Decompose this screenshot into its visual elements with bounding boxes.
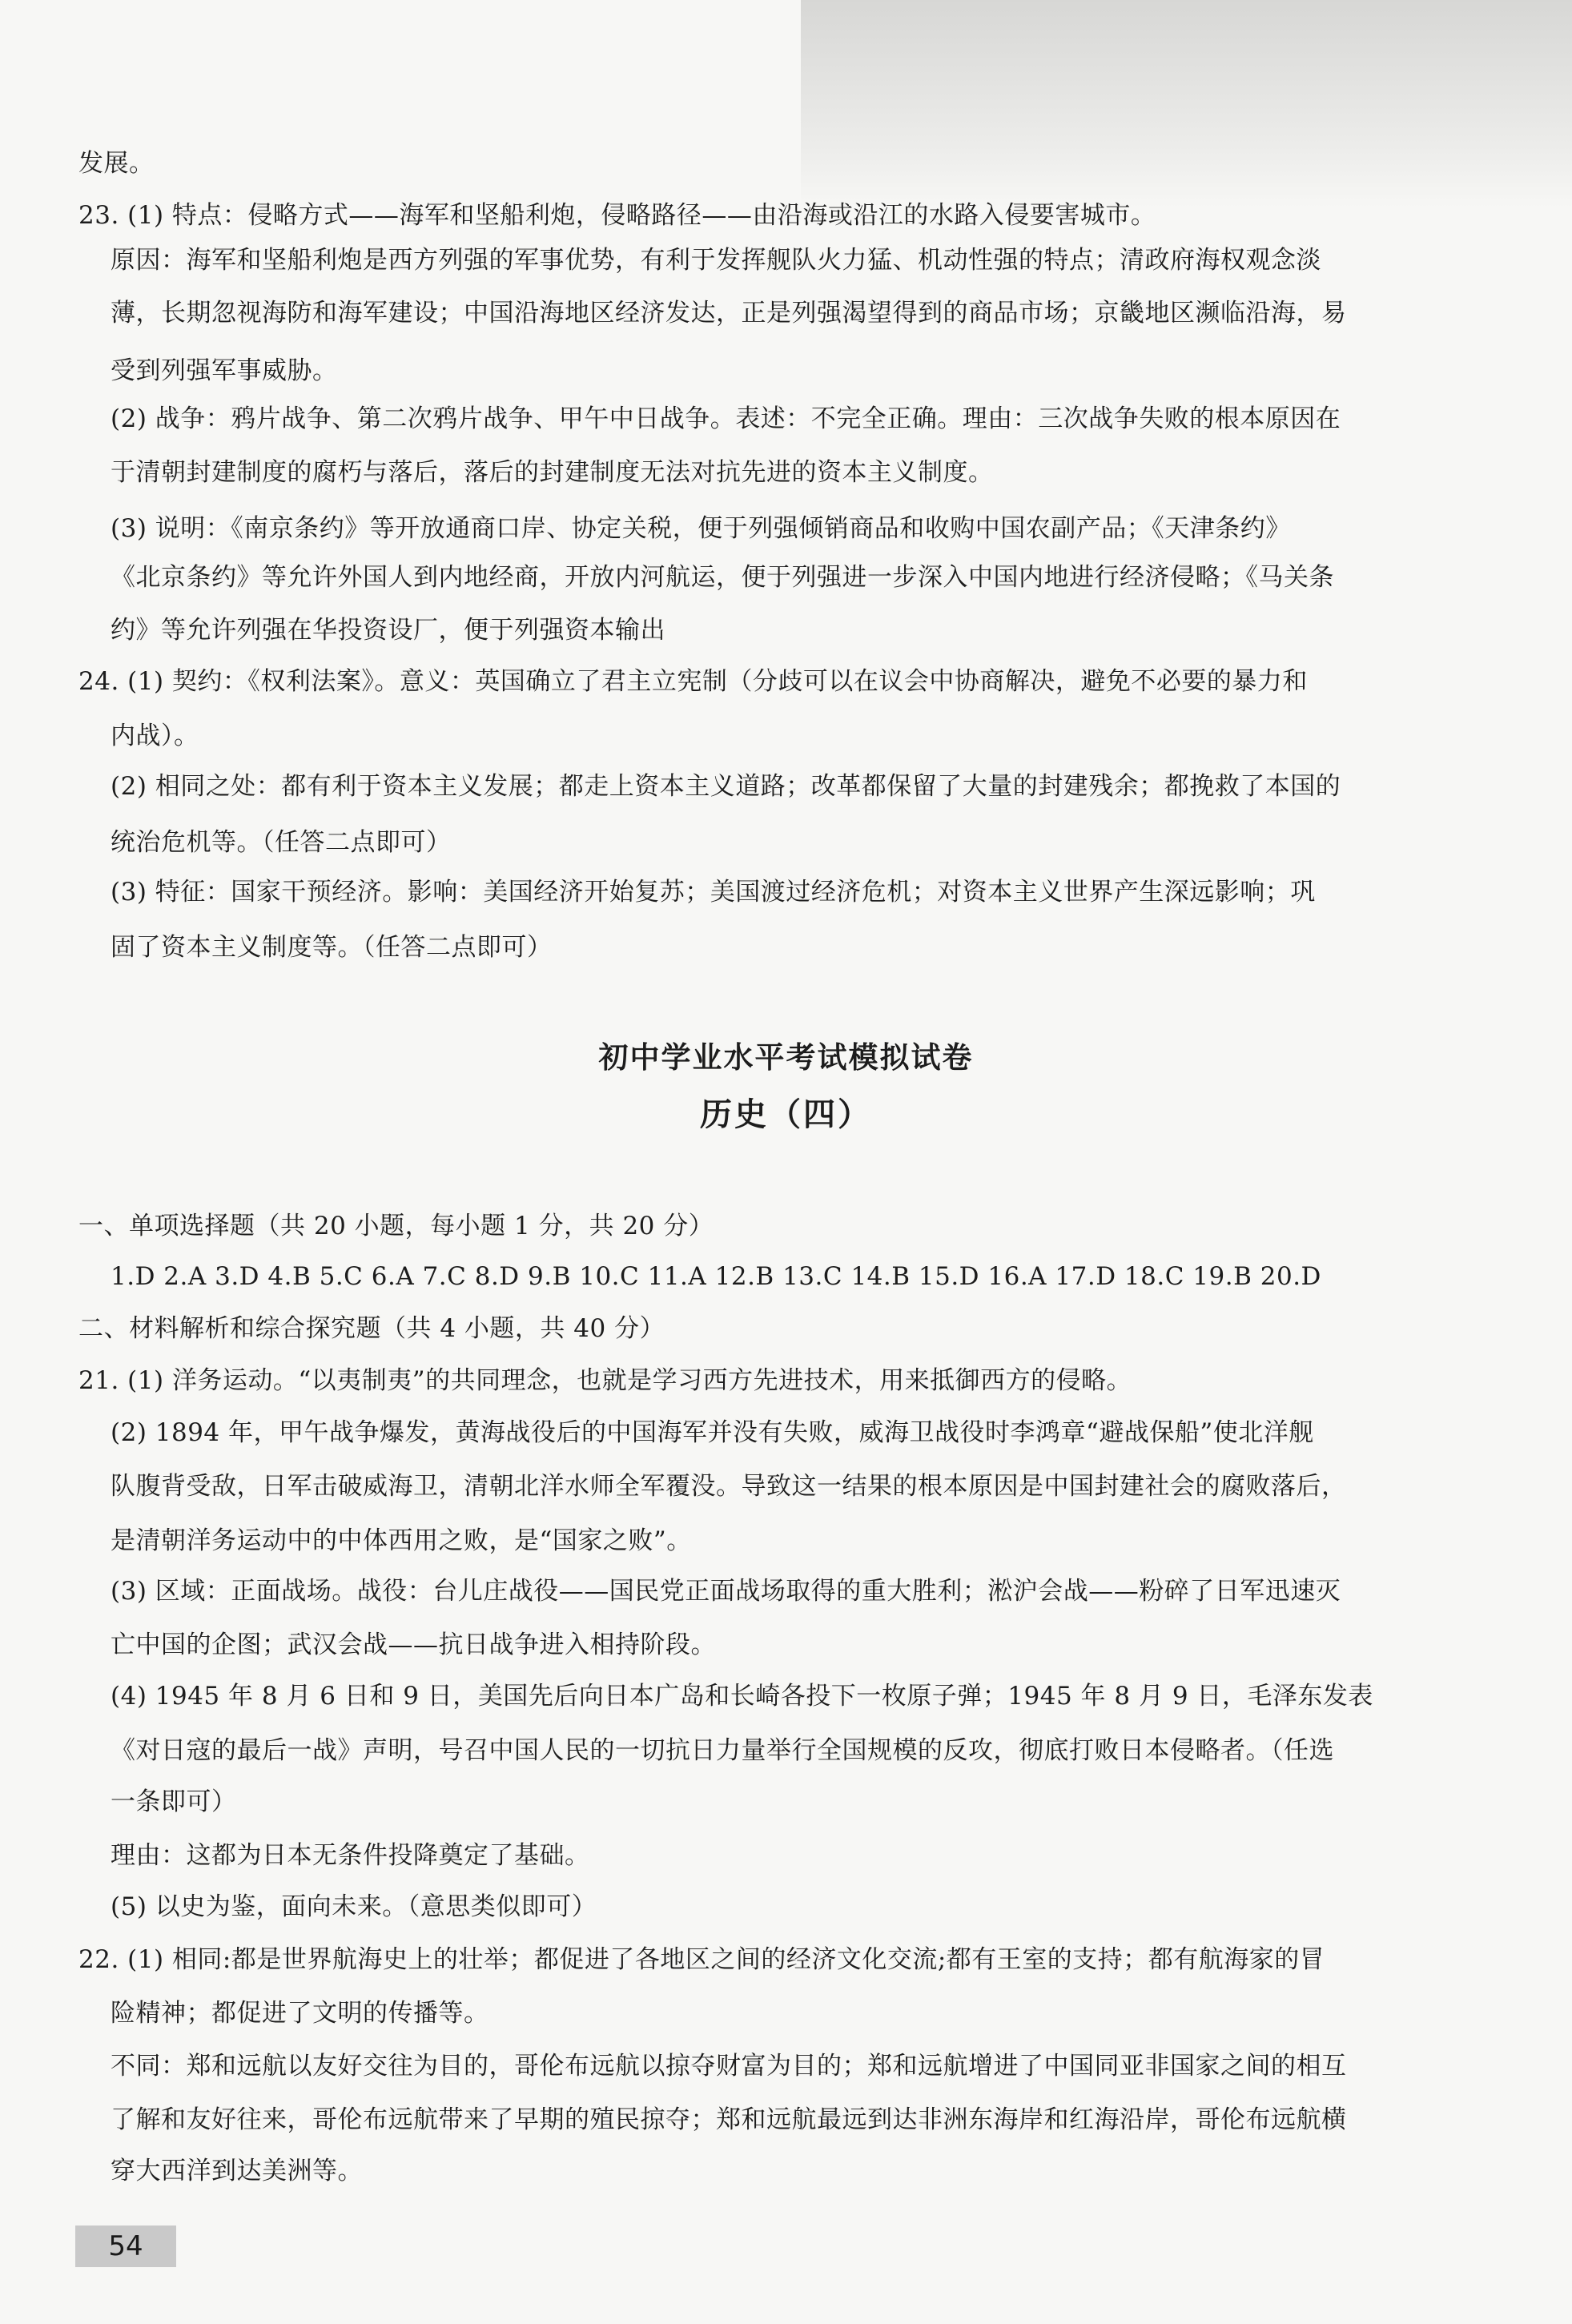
text-line: 二、材料解析和综合探究题（共 4 小题，共 40 分） bbox=[78, 1314, 665, 1343]
text-line: 原因：海军和坚船利炮是西方列强的军事优势，有利于发挥舰队火力猛、机动性强的特点；清政府海权观念淡 bbox=[111, 246, 1321, 275]
text-line: 约》等允许列强在华投资设厂，便于列强资本输出 bbox=[111, 616, 665, 645]
text-line: 险精神；都促进了文明的传播等。 bbox=[111, 1999, 489, 2028]
text-line: 23. (1) 特点：侵略方式——海军和坚船利炮，侵略路径——由沿海或沿江的水路入侵要害城市。 bbox=[78, 201, 1156, 230]
text-line: 一、单项选择题（共 20 小题，每小题 1 分，共 20 分） bbox=[78, 1212, 714, 1240]
answer-key-line: 1.D 2.A 3.D 4.B 5.C 6.A 7.C 8.D 9.B 10.C 11.A 12.B 13.C 14.B 15.D 16.A 17.D 18.C 19.B 20.D bbox=[111, 1262, 1321, 1291]
text-line: (2) 战争：鸦片战争、第二次鸦片战争、甲午中日战争。表述：不完全正确。理由：三次战争失败的根本原因在 bbox=[111, 404, 1341, 433]
text-line: (2) 相同之处：都有利于资本主义发展；都走上资本主义道路；改革都保留了大量的封建残余；都挽救了本国的 bbox=[111, 772, 1341, 801]
text-line: 理由：这都为日本无条件投降奠定了基础。 bbox=[111, 1841, 590, 1870]
text-line: (3) 特征：国家干预经济。影响：美国经济开始复苏；美国渡过经济危机；对资本主义世界产生深远影响；巩 bbox=[111, 878, 1316, 907]
text-line: 《对日寇的最后一战》声明，号召中国人民的一切抗日力量举行全国规模的反攻，彻底打败日本侵略者。（任选 bbox=[111, 1736, 1334, 1765]
text-line: 固了资本主义制度等。（任答二点即可） bbox=[111, 933, 553, 962]
text-line: 内战）。 bbox=[111, 722, 199, 750]
text-line: 穿大西洋到达美洲等。 bbox=[111, 2157, 363, 2185]
text-line: 一条即可） bbox=[111, 1787, 237, 1816]
text-line: 《北京条约》等允许外国人到内地经商，开放内河航运，便于列强进一步深入中国内地进行经济侵略；《马关条 bbox=[111, 563, 1334, 592]
text-line: (4) 1945 年 8 月 6 日和 9 日，美国先后向日本广岛和长崎各投下一枚原子弹；1945 年 8 月 9 日，毛泽东发表 bbox=[111, 1682, 1373, 1711]
scan-shadow bbox=[801, 0, 1572, 208]
text-line: 不同：郑和远航以友好交往为目的，哥伦布远航以掠夺财富为目的；郑和远航增进了中国同亚非国家之间的相互 bbox=[111, 2052, 1347, 2081]
text-line: 24. (1) 契约：《权利法案》。意义：英国确立了君主立宪制（分歧可以在议会中协商解决，避免不必要的暴力和 bbox=[78, 667, 1308, 696]
text-line: 亡中国的企图；武汉会战——抗日战争进入相持阶段。 bbox=[111, 1630, 716, 1659]
text-line: 薄，长期忽视海防和海军建设；中国沿海地区经济发达，正是列强渴望得到的商品市场；京畿地区濒临沿海，易 bbox=[111, 299, 1347, 328]
section-subtitle: 历史（四） bbox=[700, 1096, 872, 1133]
page-number: 54 bbox=[75, 2225, 176, 2267]
text-line: 22. (1) 相同:都是世界航海史上的壮举；都促进了各地区之间的经济文化交流;都有王室的支持；都有航海家的冒 bbox=[78, 1945, 1325, 1974]
text-line: 队腹背受敌，日军击破威海卫，清朝北洋水师全军覆没。导致这一结果的根本原因是中国封建社会的腐败落后， bbox=[111, 1472, 1347, 1501]
text-line: (3) 区域：正面战场。战役：台儿庄战役——国民党正面战场取得的重大胜利；淞沪会战——粉碎了日军迅速灭 bbox=[111, 1577, 1341, 1606]
text-line: 受到列强军事威胁。 bbox=[111, 356, 338, 385]
text-line: (5) 以史为鉴，面向未来。（意思类似即可） bbox=[111, 1892, 597, 1921]
text-line: 统治危机等。（任答二点即可） bbox=[111, 828, 452, 857]
section-title: 初中学业水平考试模拟试卷 bbox=[598, 1039, 974, 1075]
text-line: 是清朝洋务运动中的中体西用之败，是“国家之败”。 bbox=[111, 1526, 692, 1555]
text-line: 于清朝封建制度的腐朽与落后，落后的封建制度无法对抗先进的资本主义制度。 bbox=[111, 458, 994, 487]
text-line: 21. (1) 洋务运动。“以夷制夷”的共同理念，也就是学习西方先进技术，用来抵御西方的侵略。 bbox=[78, 1366, 1132, 1395]
text-line: 发展。 bbox=[78, 149, 155, 178]
text-line: 了解和友好往来，哥伦布远航带来了早期的殖民掠夺；郑和远航最远到达非洲东海岸和红海沿岸，哥伦布远航横 bbox=[111, 2105, 1347, 2134]
text-line: (2) 1894 年，甲午战争爆发，黄海战役后的中国海军并没有失败，威海卫战役时李鸿章“避战保船”使北洋舰 bbox=[111, 1418, 1314, 1447]
text-line: (3) 说明：《南京条约》等开放通商口岸、协定关税，便于列强倾销商品和收购中国农副产品；《天津条约》 bbox=[111, 514, 1291, 543]
